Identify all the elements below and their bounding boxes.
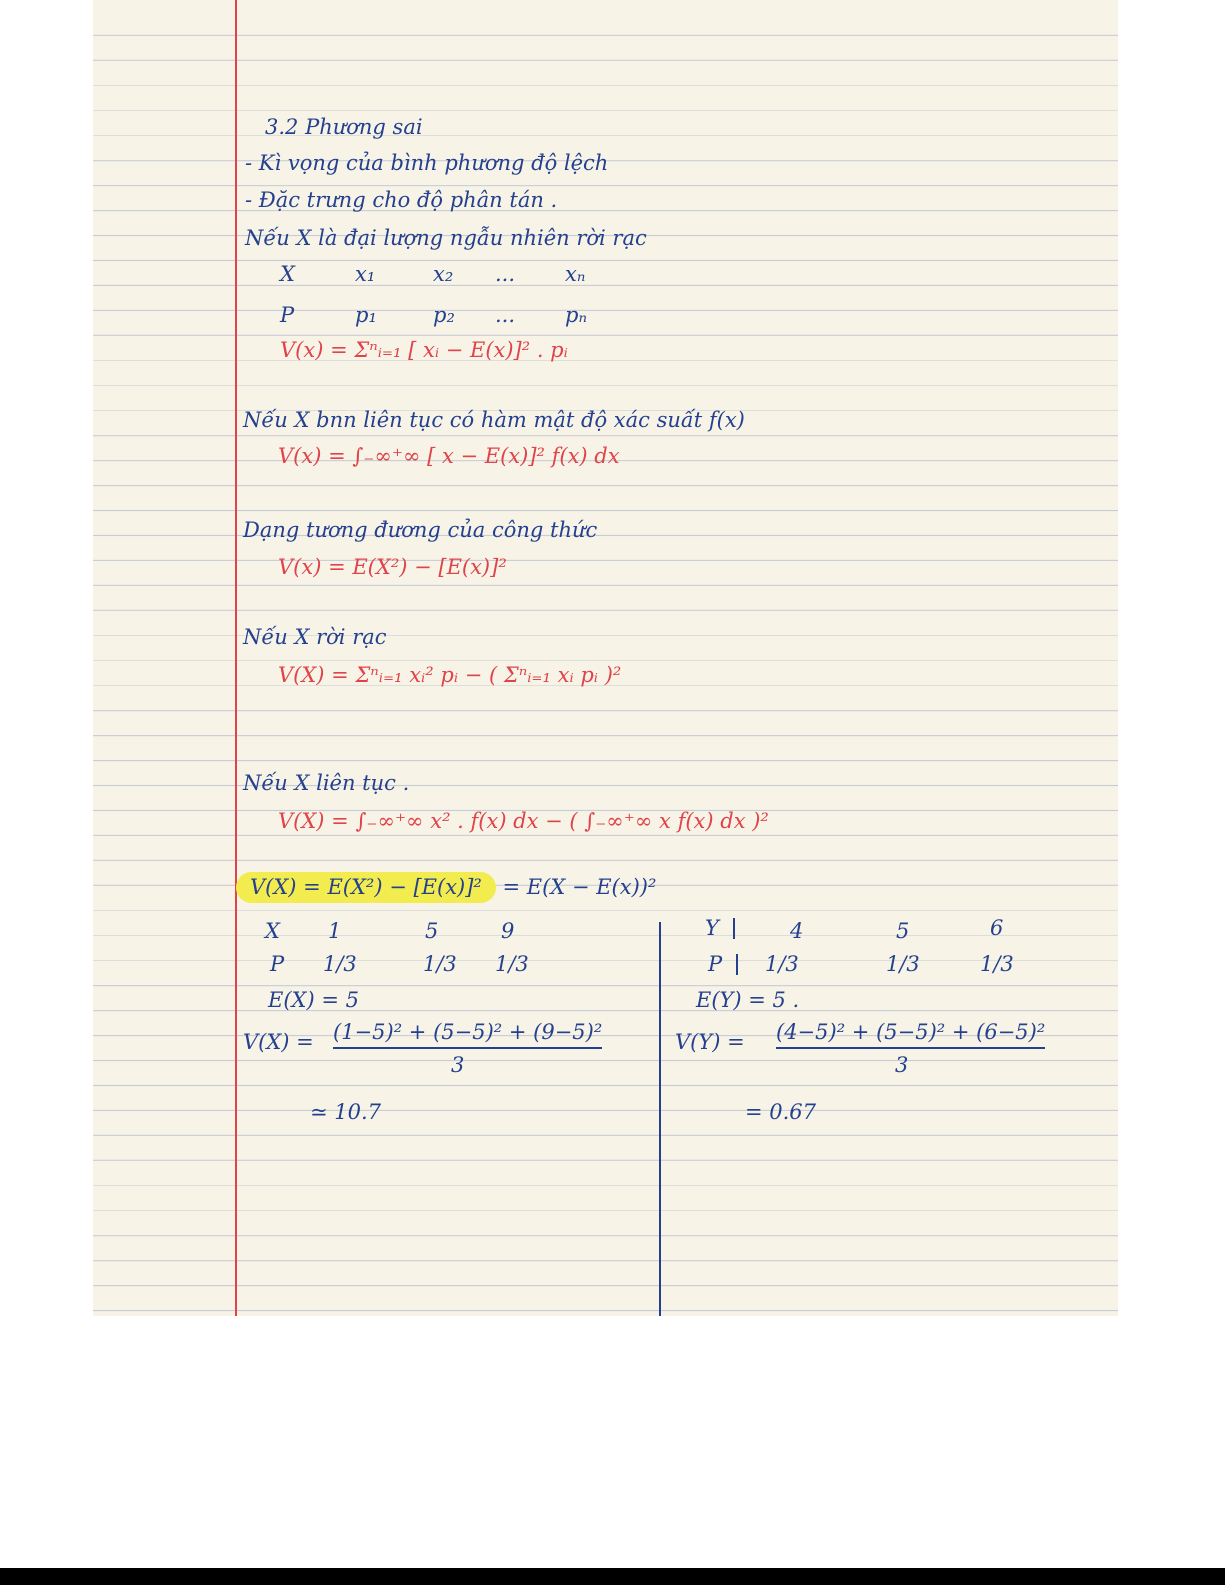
right-p-label: P <box>708 954 738 975</box>
table-x-1: x₁ <box>355 262 376 286</box>
formula-continuous-equivalent: V(X) = ∫₋∞⁺∞ x² . f(x) dx − ( ∫₋∞⁺∞ x f(x) dx )² <box>278 809 769 833</box>
bottom-bar <box>0 1568 1225 1585</box>
right-variance-label: V(Y) = <box>675 1030 745 1054</box>
bullet-dispersion: - Đặc trưng cho độ phân tán . <box>245 188 558 212</box>
formula-equivalent: V(x) = E(X²) − [E(x)]² <box>278 555 507 579</box>
left-p-2: 1/3 <box>423 952 457 976</box>
highlighted-formula: V(X) = E(X²) − [E(x)]² <box>236 872 496 903</box>
table-p-label: P <box>280 303 295 327</box>
right-p-3: 1/3 <box>980 952 1014 976</box>
left-x-label: X <box>265 919 280 943</box>
table-x-label: X <box>280 262 295 286</box>
left-expectation: E(X) = 5 <box>268 988 359 1012</box>
right-variance-numerator: (4−5)² + (5−5)² + (6−5)² <box>776 1022 1045 1049</box>
table-p-n: pₙ <box>565 303 587 327</box>
continuous-again: Nếu X liên tục . <box>243 771 410 795</box>
formula-discrete-equivalent: V(X) = Σⁿᵢ₌₁ xᵢ² pᵢ − ( Σⁿᵢ₌₁ xᵢ pᵢ )² <box>278 663 622 687</box>
table-x-ellipsis: ... <box>495 262 516 286</box>
notebook-page <box>93 0 1118 1316</box>
left-variance-result: ≃ 10.7 <box>310 1100 382 1124</box>
left-x-9: 9 <box>501 919 515 943</box>
left-variance-denominator: 3 <box>451 1053 465 1077</box>
right-p-2: 1/3 <box>886 952 920 976</box>
right-p-1: 1/3 <box>765 952 799 976</box>
right-expectation: E(Y) = 5 . <box>696 988 800 1012</box>
right-variance-result: = 0.67 <box>745 1100 817 1124</box>
left-x-1: 1 <box>328 919 342 943</box>
section-heading: 3.2 Phương sai <box>265 115 423 139</box>
continuous-intro: Nếu X bnn liên tục có hàm mật độ xác suất f(x) <box>243 408 745 432</box>
table-p-2: p₂ <box>433 303 455 327</box>
margin-line <box>235 0 237 1316</box>
right-y-5: 5 <box>896 919 910 943</box>
bullet-expectation: - Kì vọng của bình phương độ lệch <box>245 151 609 175</box>
table-p-ellipsis: ... <box>495 303 516 327</box>
discrete-again: Nếu X rời rạc <box>243 625 387 649</box>
left-variance-label: V(X) = <box>243 1030 314 1054</box>
highlighted-formula-line <box>250 877 656 898</box>
left-p-3: 1/3 <box>495 952 529 976</box>
highlighted-formula-tail: = E(X − E(x))² <box>495 875 657 899</box>
left-variance-numerator: (1−5)² + (5−5)² + (9−5)² <box>333 1022 602 1049</box>
equivalent-intro: Dạng tương đương của công thức <box>243 518 598 542</box>
left-p-1: 1/3 <box>323 952 357 976</box>
table-x-n: xₙ <box>565 262 586 286</box>
formula-discrete-variance: V(x) = Σⁿᵢ₌₁ [ xᵢ − E(x)]² . pᵢ <box>280 338 568 362</box>
left-x-5: 5 <box>425 919 439 943</box>
column-divider <box>659 922 661 1316</box>
table-x-2: x₂ <box>433 262 454 286</box>
table-p-1: p₁ <box>355 303 377 327</box>
discrete-intro: Nếu X là đại lượng ngẫu nhiên rời rạc <box>245 226 647 250</box>
formula-continuous-variance: V(x) = ∫₋∞⁺∞ [ x − E(x)]² f(x) dx <box>278 444 620 468</box>
right-variance-denominator: 3 <box>895 1053 909 1077</box>
right-y-4: 4 <box>790 919 804 943</box>
left-p-label: P <box>270 952 285 976</box>
right-y-6: 6 <box>990 916 1004 940</box>
right-y-label: Y <box>705 918 735 939</box>
